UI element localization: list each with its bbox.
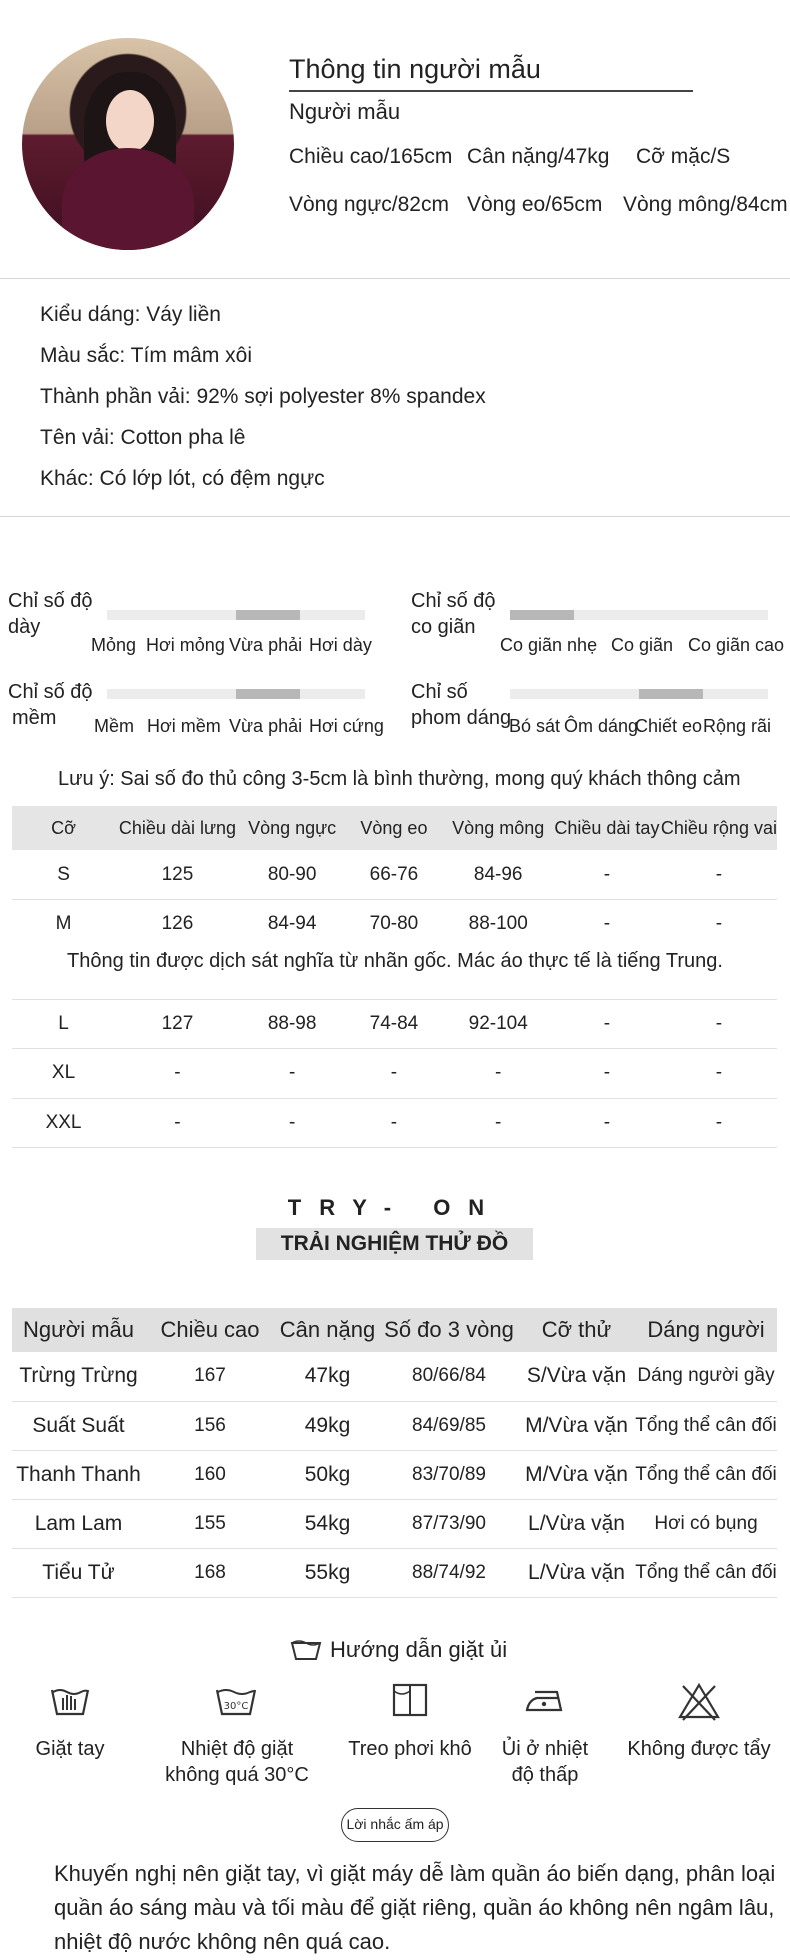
fit-option: Rộng rãi [703, 716, 772, 736]
table-cell: Hơi có bụng [635, 1499, 777, 1548]
care-advice-line: Khuyến nghị nên giặt tay, vì giặt máy dễ làm quần áo biến dạng, phân loại [54, 1861, 776, 1886]
thickness-selected-segment [236, 610, 300, 620]
table-cell: - [344, 1049, 443, 1099]
table-cell: 83/70/89 [380, 1450, 518, 1499]
table-cell: 168 [145, 1548, 275, 1597]
header-body-shape: Dáng người [635, 1308, 777, 1352]
table-row [12, 850, 777, 900]
product-fabric: Thành phần vải: 92% sợi polyester 8% spandex [40, 385, 486, 408]
stretch-scale [510, 610, 768, 620]
avatar-dress-shape [62, 148, 194, 250]
fit-option: Chiết eo [635, 716, 703, 736]
temperature-label-line1: Nhiệt độ giặt [180, 1738, 294, 1760]
indicator-title-line: phom dáng [411, 707, 512, 729]
header-hip: Vòng mông [443, 806, 553, 850]
table-cell: - [443, 1098, 553, 1148]
product-other: Khác: Có lớp lót, có đệm ngực [40, 467, 325, 490]
table-cell: 167 [145, 1352, 275, 1401]
table-cell: - [553, 850, 661, 900]
care-advice-line: quần áo sáng màu và tối màu để giặt riêng, quần áo không nên ngâm lâu, [54, 1895, 775, 1920]
table-cell: Trừng Trừng [12, 1352, 145, 1401]
table-cell: L [12, 999, 115, 1049]
table-cell: - [344, 1098, 443, 1148]
indicator-title-line: co giãn [411, 616, 476, 638]
model-hip: Vòng mông/84cm [623, 193, 788, 216]
thickness-option: Hơi mỏng [146, 635, 225, 655]
table-cell: 70-80 [344, 900, 443, 950]
header-size: Cỡ [12, 806, 115, 850]
table-cell: S/Vừa vặn [518, 1352, 635, 1401]
fit-indicator-title [411, 679, 511, 731]
table-cell: 156 [145, 1401, 275, 1450]
table-cell: - [553, 1049, 661, 1099]
tryon-subtitle: TRẢI NGHIỆM THỬ ĐỒ [256, 1228, 533, 1260]
table-cell: Lam Lam [12, 1499, 145, 1548]
product-fabric-name: Tên vải: Cotton pha lê [40, 426, 246, 449]
table-cell: 88-98 [240, 999, 345, 1049]
thickness-option: Hơi dày [309, 635, 372, 655]
softness-option: Mềm [94, 716, 134, 736]
indicator-title-line: Chỉ số [411, 681, 468, 703]
section-divider [0, 516, 790, 517]
iron-low-icon [523, 1682, 567, 1718]
header-waist: Vòng eo [344, 806, 443, 850]
model-waist: Vòng eo/65cm [467, 193, 603, 216]
table-cell: L/Vừa vặn [518, 1548, 635, 1597]
dry-item [335, 1682, 485, 1718]
table-cell: 126 [115, 900, 240, 950]
fit-option: Ôm dáng [564, 716, 639, 736]
warm-reminder-badge: Lời nhắc ấm áp [341, 1808, 449, 1842]
care-title: Hướng dẫn giặt ủi [330, 1637, 508, 1662]
tryon-table-header [12, 1308, 777, 1352]
fit-option: Bó sát [509, 716, 561, 736]
table-cell: 47kg [275, 1352, 380, 1401]
thickness-option: Vừa phải [229, 635, 303, 655]
header-height: Chiều cao [145, 1308, 275, 1352]
header-sleeve: Chiều dài tay [553, 806, 661, 850]
model-subtitle: Người mẫu [289, 99, 401, 124]
table-cell: L/Vừa vặn [518, 1499, 635, 1548]
size-table-header [12, 806, 777, 850]
table-cell: - [240, 1098, 345, 1148]
table-cell: - [553, 1098, 661, 1148]
table-cell: - [443, 1049, 553, 1099]
table-row [12, 999, 777, 1049]
table-cell: 80/66/84 [380, 1352, 518, 1401]
indicator-title-line: mềm [12, 707, 57, 729]
model-info-section [0, 0, 790, 278]
table-cell: 55kg [275, 1548, 380, 1597]
softness-indicator-title [8, 679, 93, 731]
table-cell: - [661, 1098, 777, 1148]
product-style: Kiểu dáng: Váy liền [40, 303, 221, 326]
table-cell: 125 [115, 850, 240, 900]
section-divider [0, 278, 790, 279]
softness-option: Vừa phải [229, 716, 303, 736]
table-cell: 50kg [275, 1450, 380, 1499]
hand-wash-item [0, 1682, 145, 1718]
table-cell: - [661, 850, 777, 900]
tryon-table [12, 1308, 777, 1598]
hand-wash-label: Giặt tay [35, 1738, 105, 1760]
table-cell: 88/74/92 [380, 1548, 518, 1597]
stretch-option: Co giãn nhẹ [500, 635, 598, 655]
stretch-selected-segment [510, 610, 574, 620]
header-measurements: Số đo 3 vòng [380, 1308, 518, 1352]
temperature-label-line2: không quá 30°C [165, 1764, 309, 1786]
table-row [12, 1401, 777, 1450]
header-model: Người mẫu [12, 1308, 145, 1352]
dry-label: Treo phơi khô [348, 1738, 472, 1760]
measurement-note: Lưu ý: Sai số đo thủ công 3-5cm là bình thường, mong quý khách thông cảm [58, 768, 741, 790]
table-row [12, 1499, 777, 1548]
temperature-badge-text: 30°C [223, 1701, 249, 1712]
no-bleach-icon [677, 1682, 721, 1722]
care-advice-line: nhiệt độ nước không nên quá cao. [54, 1929, 391, 1954]
translation-notice: Thông tin được dịch sát nghĩa từ nhãn gốc. Mác áo thực tế là tiếng Trung. [67, 950, 723, 972]
table-row [12, 1352, 777, 1401]
no-bleach-label: Không được tẩy [627, 1738, 771, 1760]
wash-temperature-icon [214, 1682, 258, 1718]
drip-dry-icon [391, 1682, 429, 1718]
table-cell: - [661, 1049, 777, 1099]
iron-item [470, 1682, 620, 1718]
table-row [12, 1450, 777, 1499]
temperature-item [161, 1682, 311, 1718]
model-size: Cỡ mặc/S [636, 145, 731, 168]
header-weight: Cân nặng [275, 1308, 380, 1352]
indicator-title-line: dày [8, 616, 41, 638]
title-underline [289, 90, 693, 92]
table-row [12, 900, 777, 950]
table-row [12, 1548, 777, 1597]
indicator-title-line: Chỉ số độ [411, 590, 496, 612]
table-cell: 80-90 [240, 850, 345, 900]
table-cell: 74-84 [344, 999, 443, 1049]
iron-label-line2: độ thấp [511, 1764, 579, 1786]
table-cell: 84-94 [240, 900, 345, 950]
table-cell: Tổng thể cân đối [635, 1450, 777, 1499]
no-bleach-item [624, 1682, 774, 1722]
stretch-indicator-title [411, 588, 496, 640]
table-cell: S [12, 850, 115, 900]
thickness-option: Mỏng [91, 635, 137, 655]
table-cell: XXL [12, 1098, 115, 1148]
softness-option: Hơi mềm [147, 716, 221, 736]
table-row [12, 1049, 777, 1099]
table-cell: - [115, 1098, 240, 1148]
stretch-option: Co giãn [611, 635, 674, 655]
stretch-option: Co giãn cao [688, 635, 785, 655]
table-cell: - [553, 999, 661, 1049]
model-bust: Vòng ngực/82cm [289, 193, 449, 216]
table-cell: Thanh Thanh [12, 1450, 145, 1499]
table-cell: 155 [145, 1499, 275, 1548]
softness-scale [107, 689, 365, 699]
hand-wash-icon [49, 1682, 91, 1718]
table-cell: 54kg [275, 1499, 380, 1548]
indicator-title-line: Chỉ số độ [8, 681, 93, 703]
indicator-title-line: Chỉ số độ [8, 590, 93, 612]
header-tried-size: Cỡ thử [518, 1308, 635, 1352]
softness-selected-segment [236, 689, 300, 699]
table-cell: 88-100 [443, 900, 553, 950]
table-cell: M/Vừa vặn [518, 1401, 635, 1450]
model-avatar [22, 38, 234, 250]
iron-label-line1: Ủi ở nhiệt [501, 1738, 589, 1760]
thickness-indicator-title [8, 588, 93, 640]
wash-basin-icon [290, 1639, 322, 1661]
product-color: Màu sắc: Tím mâm xôi [40, 344, 252, 367]
header-back-length: Chiều dài lưng [115, 806, 240, 850]
softness-option: Hơi cứng [309, 716, 384, 736]
table-cell: XL [12, 1049, 115, 1099]
model-height: Chiều cao/165cm [289, 145, 453, 168]
table-cell: 84/69/85 [380, 1401, 518, 1450]
table-cell: 49kg [275, 1401, 380, 1450]
table-cell: 87/73/90 [380, 1499, 518, 1548]
model-weight: Cân nặng/47kg [467, 145, 610, 168]
header-bust: Vòng ngực [240, 806, 345, 850]
thickness-scale [107, 610, 365, 620]
table-cell: - [661, 999, 777, 1049]
table-cell: 127 [115, 999, 240, 1049]
table-row [12, 1098, 777, 1148]
header-shoulder: Chiều rộng vai [661, 806, 777, 850]
tryon-title: TRY- ON [287, 1195, 503, 1220]
table-cell: Tổng thể cân đối [635, 1401, 777, 1450]
fit-scale [510, 689, 768, 699]
avatar-face-shape [106, 90, 154, 152]
table-cell: Suất Suất [12, 1401, 145, 1450]
table-cell: - [240, 1049, 345, 1099]
table-cell: M [12, 900, 115, 950]
fit-selected-segment [639, 689, 703, 699]
table-cell: Tiểu Tử [12, 1548, 145, 1597]
table-cell: - [115, 1049, 240, 1099]
table-cell: 84-96 [443, 850, 553, 900]
table-cell: 92-104 [443, 999, 553, 1049]
table-cell: 66-76 [344, 850, 443, 900]
table-cell: M/Vừa vặn [518, 1450, 635, 1499]
table-cell: 160 [145, 1450, 275, 1499]
model-info-title: Thông tin người mẫu [289, 54, 541, 84]
care-heading [290, 1637, 507, 1663]
table-cell: Dáng người gầy [635, 1352, 777, 1401]
table-cell: - [661, 900, 777, 950]
table-cell: - [553, 900, 661, 950]
table-cell: Tổng thể cân đối [635, 1548, 777, 1597]
